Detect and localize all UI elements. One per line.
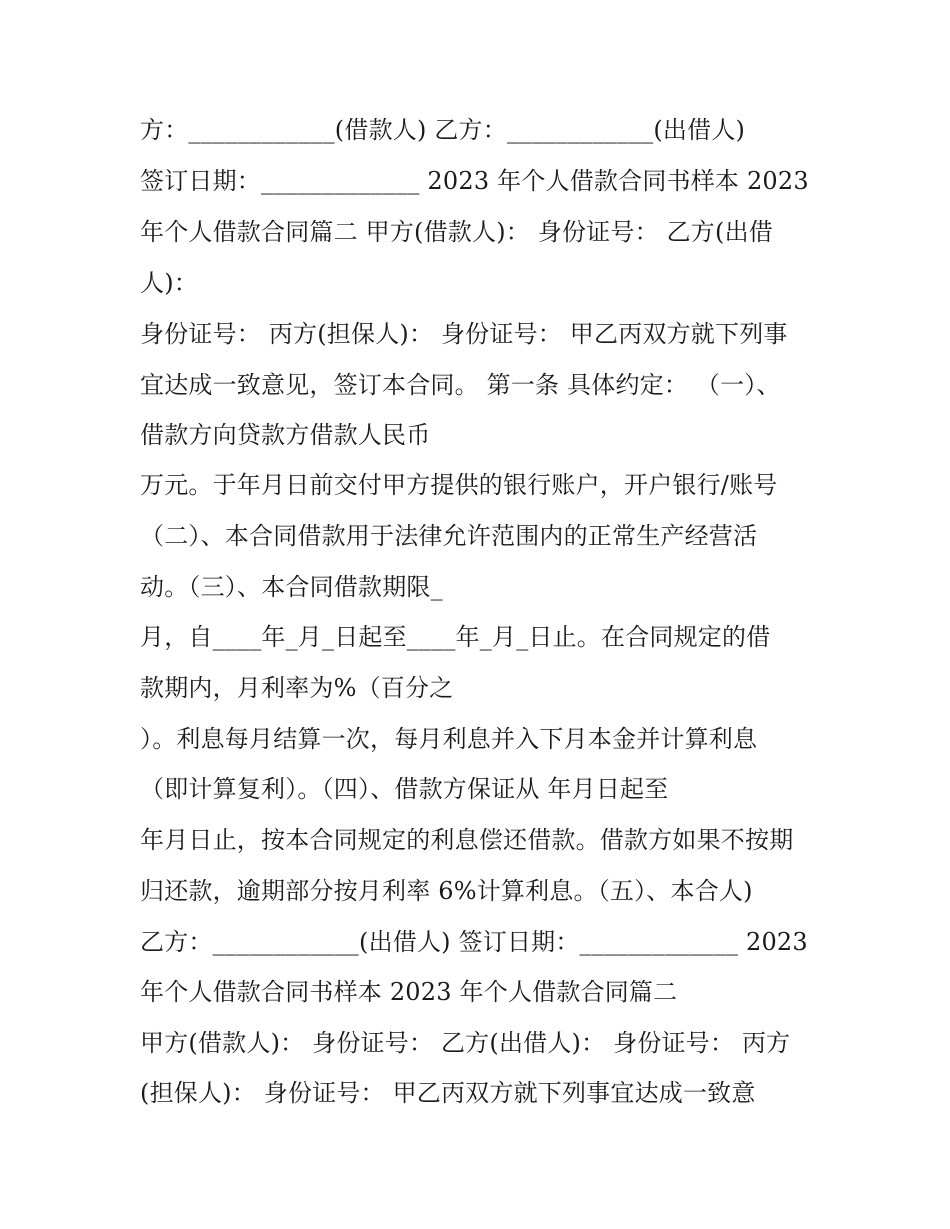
text-line: （二）、本合同借款用于法律允许范围内的正常生产经营活 <box>140 522 758 550</box>
text-line: 动。（三）、本合同借款期限_ <box>140 573 443 601</box>
text-line: 年个人借款合同书样本 2023 年个人借款合同篇二 <box>140 978 678 1006</box>
text-line: 乙方：____________(出借人) 签订日期：_____________ 2023 <box>140 928 808 956</box>
text-line: (担保人)： 身份证号： 甲乙丙双方就下列事宜达成一致意 <box>140 1079 756 1107</box>
text-line: 年月日止，按本合同规定的利息偿还借款。借款方如果不按期 <box>140 826 794 854</box>
text-line: 年个人借款合同篇二 甲方(借款人)： 身份证号： 乙方(出借 <box>140 218 773 246</box>
text-line: 甲方(借款人)： 身份证号： 乙方(出借人)： 身份证号： 丙方 <box>140 1029 791 1057</box>
text-line: 方：____________(借款人) 乙方：____________(出借人) <box>140 116 746 144</box>
text-line: 人)： <box>140 269 198 297</box>
text-line: 身份证号： 丙方(担保人)： 身份证号： 甲乙丙双方就下列事 <box>140 320 788 348</box>
text-line: 月，自____年_月_日起至____年_月_日止。在合同规定的借 <box>140 623 771 651</box>
text-line: 款期内，月利率为%（百分之 <box>140 674 454 702</box>
text-line: ）。利息每月结算一次，每月利息并入下月本金并计算利息 <box>140 725 758 753</box>
text-line: 万元。于年月日前交付甲方提供的银行账户，开户银行/账号 <box>140 471 778 499</box>
text-line: 借款方向贷款方借款人民币 <box>140 421 431 449</box>
text-line: （即计算复利）。（四）、借款方保证从 年月日起至 <box>140 775 669 803</box>
text-line: 宜达成一致意见，签订本合同。 第一条 具体约定： （一）、 <box>140 371 781 399</box>
text-line: 归还款，逾期部分按月利率 6%计算利息。（五）、本合人) <box>140 877 753 905</box>
text-line: 签订日期：_____________ 2023 年个人借款合同书样本 2023 <box>140 167 809 195</box>
